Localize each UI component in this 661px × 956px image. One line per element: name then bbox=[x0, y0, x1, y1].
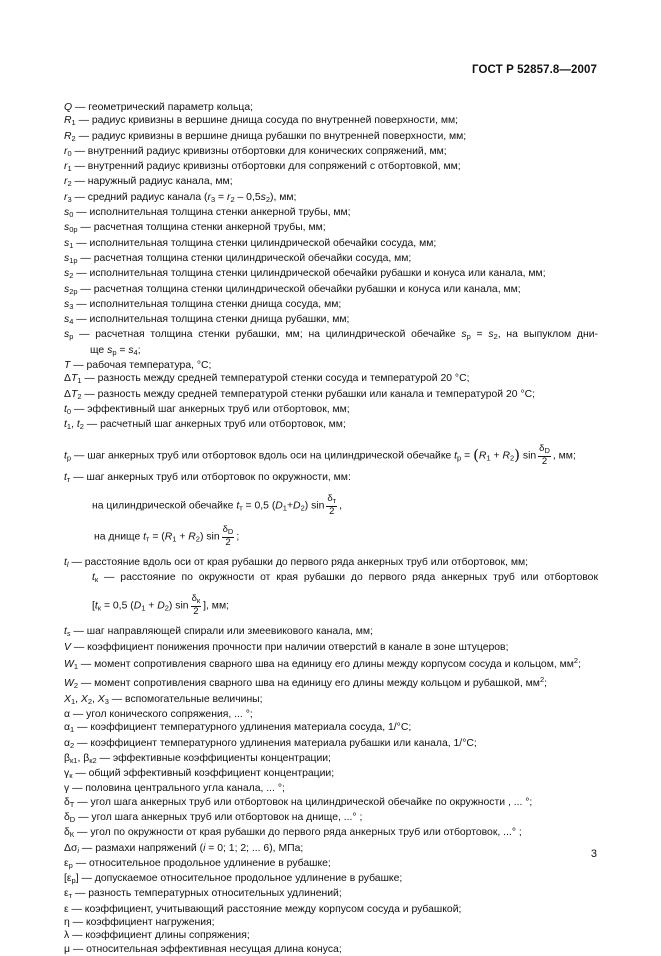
symbol-line-R2: $R_2$ — радиус кривизны в вершине днища рубашки по внутренней поверхности, мм; bbox=[64, 130, 467, 143]
symbol-line-s2: $s_2$ — исполнительная толщина стенки цилиндрической обечайки рубашки и конуса или канала, мм; bbox=[64, 268, 546, 281]
symbol-line-deltaK: $\delta_К$ — угол по окружности от края рубашки до первого ряда анкерных труб или отбортовок, ...° ; bbox=[64, 827, 522, 840]
symbol-line-eta: η — коэффициент нагружения; bbox=[64, 917, 215, 929]
symbol-line-dsigma: $\Delta\sigma_i$ — размахи напряжений (i = 0; 1; 2; ... 6), МПа; bbox=[64, 842, 304, 855]
symbol-line-epst: $\varepsilon_т$ — разность температурных относительных удлинений; bbox=[64, 888, 342, 901]
symbol-line-gammak: $\gamma_к$ — общий эффективный коэффициент концентрации; bbox=[64, 768, 335, 781]
symbol-line-tt_bot: на днище $t_т = (R_1 + R_2)$ sin $\frac{\delta_D}{2}$ ; bbox=[94, 523, 240, 548]
symbol-line-sp: $s_р$ — расчетная толщина стенки рубашки, мм; на цилиндрической обечайке $s_р = s_2$, на выпуклом дни- bbox=[64, 329, 598, 342]
symbol-line-mu: μ — относительная эффективная несущая длина конуса; bbox=[64, 943, 342, 955]
symbol-line-r1: $r_1$ — внутренний радиус кривизны отбортовки для сопряжений с отбортовкой, мм; bbox=[64, 161, 461, 174]
symbol-line-s3: $s_3$ — исполнительная толщина стенки днища сосуда, мм; bbox=[64, 298, 342, 311]
symbols-list bbox=[64, 101, 598, 956]
symbol-line-r0: $r_0$ — внутренний радиус кривизны отбортовки для конических сопряжений, мм; bbox=[64, 145, 447, 158]
symbol-line-tl: $t_l$ — расстояние вдоль оси от края рубашки до первого ряда анкерных труб или отбортовок, мм; bbox=[64, 556, 529, 569]
symbol-line-s2p: $s_{2р}$ — расчетная толщина стенки цилиндрической обечайки рубашки и конуса или канала, мм; bbox=[64, 283, 521, 296]
symbol-line-t12: $t_1$, $t_2$ — расчетный шаг анкерных труб или отбортовок, мм; bbox=[64, 419, 346, 432]
document-header-id: ГОСТ Р 52857.8—2007 bbox=[472, 64, 597, 76]
symbol-line-tk2: [$t_к = 0,5$ $(D_1 + D_2)$ sin $\frac{\delta_к}{2}$ ], мм; bbox=[92, 593, 229, 618]
symbol-line-t0: $t_0$ — эффективный шаг анкерных труб или отбортовок, мм; bbox=[64, 403, 350, 416]
symbol-line-r2: $r_2$ — наружный радиус канала, мм; bbox=[64, 176, 233, 189]
symbol-line-s1p: $s_{1р}$ — расчетная толщина стенки цилиндрической обечайки сосуда, мм; bbox=[64, 252, 412, 265]
symbol-line-s0: $s_0$ — исполнительная толщина стенки анкерной трубы, мм; bbox=[64, 207, 351, 220]
symbol-line-W2: $W_2$ — момент сопротивления сварного шва на единицу его длины между кольцом и рубашкой, $мм^2$; bbox=[64, 675, 547, 691]
symbol-line-beta: $\beta_{к1}$, $\beta_{к2}$ — эффективные коэффициенты концентрации; bbox=[64, 752, 331, 765]
symbol-line-T: T — рабочая температура, °С; bbox=[64, 360, 212, 372]
symbol-line-deltaT: $\delta_T$ — угол шага анкерных труб или отбортовок на цилиндрической обечайке по окружности , ... °; bbox=[64, 796, 533, 809]
symbol-line-alpha2: $\alpha_2$ — коэффициент температурного удлинения материала рубашки или канала, 1/°С; bbox=[64, 737, 477, 750]
symbol-line-gamma: γ — половина центрального угла канала, ... °; bbox=[64, 783, 285, 795]
symbol-line-dT1: $\Delta T_1$ — разность между средней температурой стенки сосуда и температурой 20 °С; bbox=[64, 373, 470, 386]
symbol-line-s0p: $s_{0р}$ — расчетная толщина стенки анкерной трубы, мм; bbox=[64, 222, 326, 235]
page-number: 3 bbox=[590, 848, 597, 860]
symbol-line-s1: $s_1$ — исполнительная толщина стенки цилиндрической обечайки сосуда, мм; bbox=[64, 237, 437, 250]
symbol-line-X: $X_1$, $X_2$, $X_3$ — вспомогательные величины; bbox=[64, 693, 263, 706]
symbol-line-tk: $t_к$ — расстояние по окружности от края рубашки до первого ряда анкерных труб или отбортовок bbox=[92, 572, 598, 585]
symbol-line-tt_cyl: на цилиндрической обечайке $t_т = 0,5$ $(D_1+D_2)$ sin $\frac{\delta_т}{2}$ , bbox=[92, 492, 342, 517]
symbol-line-Q: Q — геометрический параметр кольца; bbox=[64, 102, 253, 113]
symbol-line-epsp_adm: $[\varepsilon_р]$ — допускаемое относительное продольное удлинение в рубашке; bbox=[64, 873, 403, 886]
symbol-line-s4: $s_4$ — исполнительная толщина стенки днища рубашки, мм; bbox=[64, 314, 350, 327]
symbol-line-lambda: λ — коэффициент длины сопряжения; bbox=[64, 930, 250, 942]
symbol-line-ts: $t_s$ — шаг направляющей спирали или змеевикового канала, мм; bbox=[64, 626, 373, 639]
symbol-line-alpha: α — угол конического сопряжения, ... °; bbox=[64, 708, 253, 720]
symbol-line-tt: $t_т$ — шаг анкерных труб или отбортовок по окружности, мм: bbox=[64, 471, 351, 484]
symbol-line-alpha1: $\alpha_1$ — коэффициент температурного удлинения материала сосуда, 1/°С; bbox=[64, 722, 412, 735]
symbol-line-V: V — коэффициент понижения прочности при наличии отверстий в канале в зоне штуцеров; bbox=[64, 641, 509, 653]
symbol-line-eps: ε — коэффициент, учитывающий расстояние между корпусом сосуда и рубашкой; bbox=[64, 903, 462, 915]
symbol-line-tp: $t_р$ — шаг анкерных труб или отбортовок вдоль оси на цилиндрической обечайке $t_р = (R_1 + R_2)$ sin $\frac{\delta_D}{2}$ , мм; bbox=[64, 442, 576, 467]
symbol-line-epsp: $\varepsilon_р$ — относительное продольное удлинение в рубашке; bbox=[64, 857, 331, 870]
symbol-line-W1: $W_1$ — момент сопротивления сварного шва на единицу его длины между корпусом сосуда и кольцом, $мм^2$; bbox=[64, 656, 581, 672]
symbol-line-r3: $r_3$ — средний радиус канала $(r_3 = r_2 - 0,5s_2)$, мм; bbox=[64, 191, 297, 204]
symbol-line-R1: $R_1$ — радиус кривизны в вершине днища сосуда по внутренней поверхности, мм; bbox=[64, 115, 459, 128]
symbol-line-deltaD: $\delta_D$ — угол шага анкерных труб или отбортовок на днище, ...° ; bbox=[64, 811, 363, 824]
symbol-line-dT2: $\Delta T_2$ — разность между средней температурой стенки рубашки или канала и температурой 20 °С; bbox=[64, 388, 535, 401]
symbol-line-sp2: ще $s_р = s_4$; bbox=[90, 344, 141, 357]
